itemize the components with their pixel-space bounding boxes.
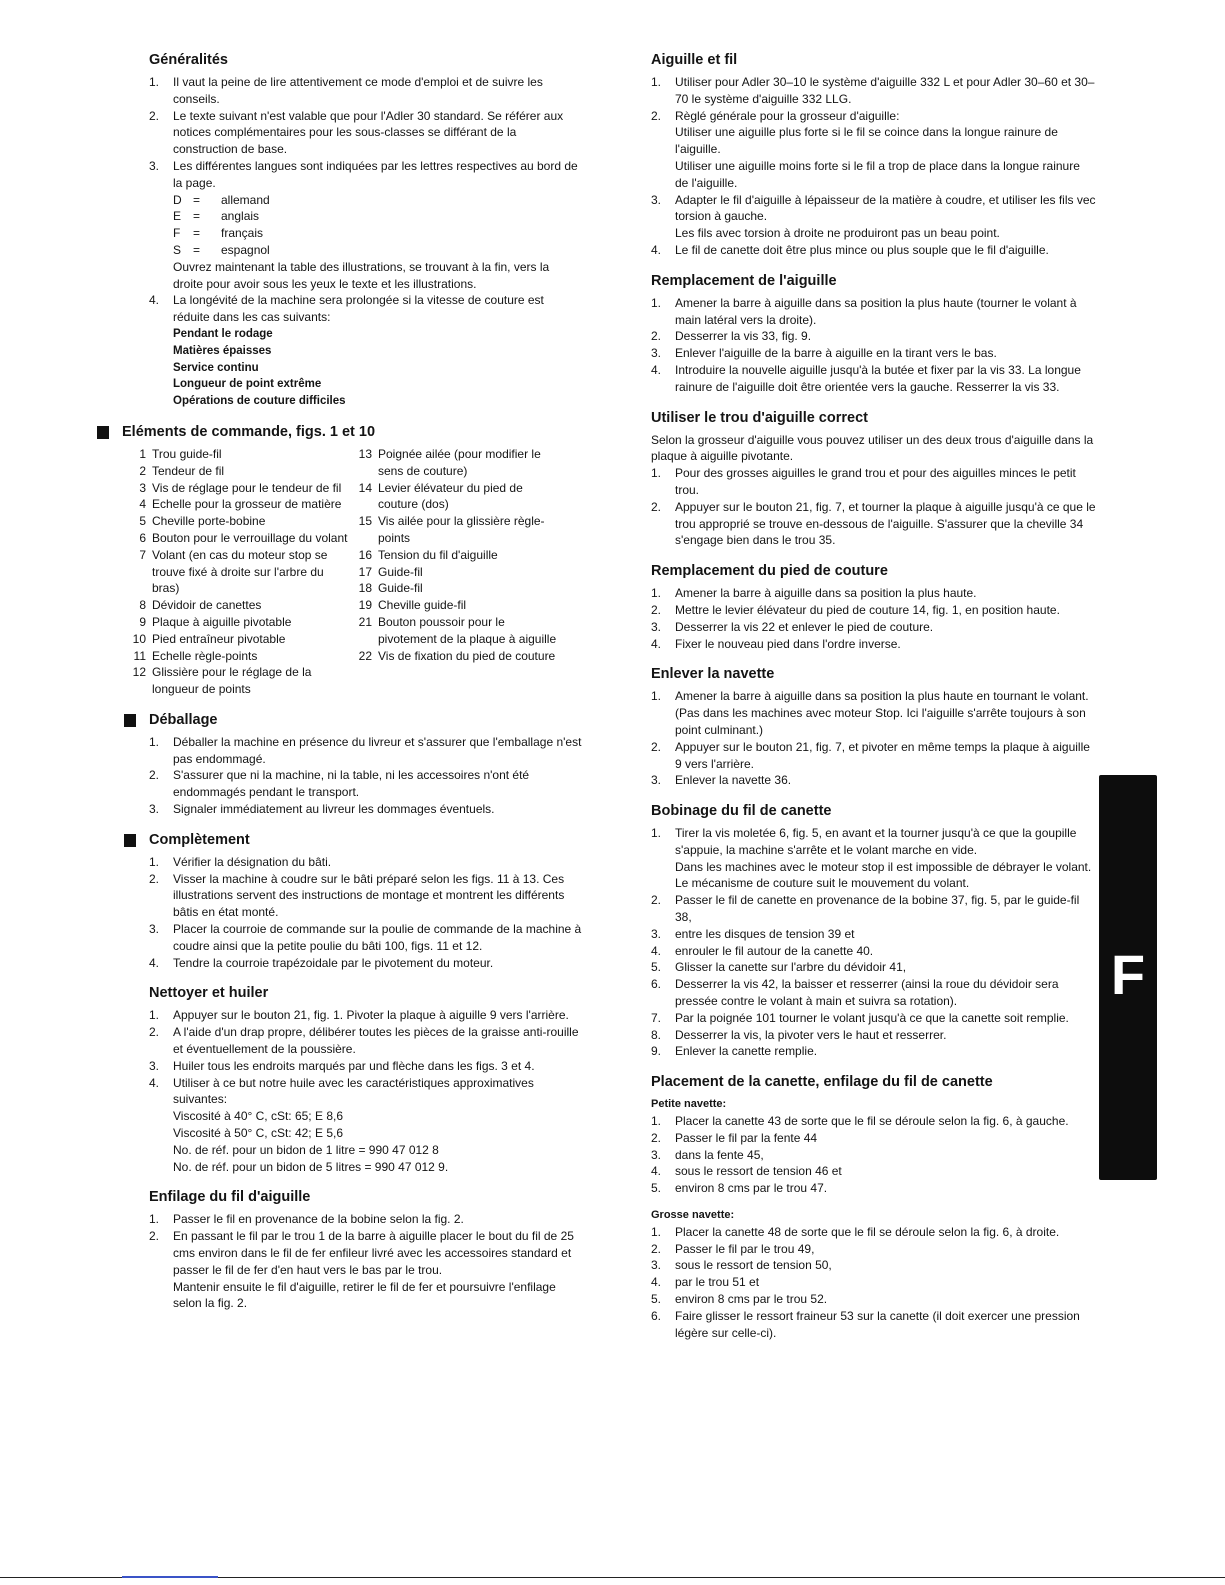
item-text: Déballer la machine en présence du livreur et s'assurer que l'emballage n'est pas endommagé.	[173, 734, 582, 766]
language-code	[149, 225, 582, 242]
item-number: 6.	[651, 977, 662, 992]
item-number: 10	[132, 631, 146, 646]
item-text: Amener la barre à aiguille dans sa position la plus haute en tournant le volant. (Pas dans les machines avec moteur Stop. Ici l'aiguille s'arrête toujours à son point culminant.)	[675, 689, 1089, 737]
item-number: 2.	[149, 1025, 160, 1040]
item-text: =	[193, 209, 201, 224]
item-number: 2.	[651, 1241, 662, 1256]
list-item	[149, 1228, 582, 1278]
section-bobinage	[651, 803, 1096, 1060]
item-number: 6.	[651, 1308, 662, 1323]
item-text: environ 8 cms par le trou 47.	[675, 1181, 828, 1196]
item-text: Vis de fixation du pied de couture	[378, 648, 556, 663]
item-number: 4.	[149, 293, 160, 308]
list-item	[149, 921, 582, 955]
item-text: Amener la barre à aiguille dans sa position la plus haute (tourner le volant à main latéral vers la droite).	[675, 295, 1077, 327]
list-item	[651, 345, 1096, 362]
part-item	[122, 614, 348, 631]
item-number: E	[173, 209, 182, 224]
case-item: Longueur de point extrême	[173, 378, 322, 391]
item-text: Tirer la vis moletée 6, fig. 5, en avant et la tourner jusqu'à ce que la goupille s'appuie, la machine s'arrête et le volant marche en vide.	[675, 826, 1077, 857]
item-number: 1.	[149, 734, 160, 749]
list-item	[651, 1130, 1096, 1147]
list-item	[149, 955, 582, 972]
section-placement	[651, 1074, 1096, 1341]
item-number: 1.	[651, 75, 662, 89]
item-number: 12	[132, 665, 146, 680]
item-number: 14	[358, 480, 372, 495]
item-number: 1.	[651, 295, 662, 310]
item-number: S	[173, 242, 182, 257]
item-text: Enlever l'aiguille de la barre à aiguille en la tirant vers le bas.	[675, 346, 997, 361]
item-number: 17	[358, 564, 372, 579]
list-item	[149, 1007, 582, 1024]
part-item	[348, 564, 558, 581]
list-item	[651, 976, 1096, 1010]
reference-number: No. de réf. pour un bidon de 1 litre = 990 47 012 8	[173, 1142, 439, 1157]
reference-number: No. de réf. pour un bidon de 5 litres = 990 47 012 9.	[173, 1159, 449, 1174]
paragraph: Utiliser une aiguille moins forte si le fil a trop de place dans la longue rainure de l'aiguille.	[675, 158, 1080, 190]
part-item	[122, 547, 348, 597]
list-item	[651, 1043, 1096, 1060]
item-text: Pour des grosses aiguilles le grand trou et pour des aiguilles minces le petit trou.	[675, 466, 1076, 497]
section-remplacement-pied	[651, 563, 1096, 652]
list-item	[651, 499, 1096, 549]
list-item	[651, 1224, 1096, 1241]
item-number: 4.	[651, 242, 662, 257]
section-title: Complètement	[149, 832, 582, 849]
item-number: 1.	[149, 854, 160, 869]
item-text: Placer la canette 43 de sorte que le fil se déroule selon la fig. 6, à gauche.	[675, 1114, 1069, 1129]
item-text: entre les disques de tension 39 et	[675, 926, 855, 941]
item-text: Adapter le fil d'aiguille à lépaisseur de la matière à coudre, et utiliser les fils vec torsion à gauche.	[675, 192, 1096, 224]
item-text: =	[193, 226, 201, 241]
language-code	[149, 242, 582, 259]
item-text: Tendre la courroie trapézoidale par le pivotement du moteur.	[173, 955, 494, 970]
section-enlever-navette	[651, 666, 1096, 789]
item-text: Règlé générale pour la grosseur d'aiguille:	[675, 108, 900, 123]
item-text: Par la poignée 101 tourner le volant jusqu'à ce que la canette soit remplie.	[675, 1010, 1069, 1025]
part-item	[122, 496, 348, 513]
item-text: Poignée ailée (pour modifier le sens de couture)	[378, 446, 541, 478]
list-item	[651, 1147, 1096, 1164]
part-item	[348, 614, 558, 648]
item-text: Echelle règle-points	[152, 648, 258, 663]
item-number: F	[173, 226, 181, 241]
viscosity-line: Viscosité à 40° C, cSt: 65; E 8,6	[173, 1109, 343, 1124]
item-text: Appuyer sur le bouton 21, fig. 7, et tourner la plaque à aiguille jusqu'à ce que le trou approprié se trouve en-dessous de l'aiguille. S'assurer que la cheville 34 s'engage bien dans le trou 35.	[675, 499, 1096, 548]
item-number: 5	[139, 514, 146, 529]
item-number: 3.	[651, 1147, 662, 1162]
item-number: 2.	[651, 893, 662, 908]
list-item	[149, 1058, 582, 1075]
list-item	[149, 1024, 582, 1058]
paragraph: Les fils avec torsion à droite ne produiront pas un beau point.	[675, 226, 1000, 241]
item-number: 8.	[651, 1027, 662, 1042]
item-number: 7.	[651, 1010, 662, 1025]
paragraph: Ouvrez maintenant la table des illustrations, se trouvant à la fin, vers la droite pour avoir sous les yeux le texte et les illustrations.	[173, 259, 550, 291]
item-text: Vérifier la désignation du bâti.	[173, 854, 332, 869]
item-text: Guide-fil	[378, 581, 423, 596]
list-item	[149, 1075, 582, 1109]
item-text: Placer la courroie de commande sur la poulie de commande de la machine à coudre ainsi que la petite poulie du bâti 100, figs. 11 et 12.	[173, 922, 582, 953]
item-text: Desserrer la vis 22 et enlever le pied de couture.	[675, 619, 934, 634]
list-item	[651, 892, 1096, 926]
item-number: 4.	[149, 955, 160, 970]
section-title: Aiguille et fil	[651, 52, 738, 68]
item-number: 3.	[651, 192, 662, 207]
item-text: =	[193, 242, 201, 257]
item-number: 18	[358, 581, 372, 596]
item-number: 4.	[651, 943, 662, 958]
item-number: 2.	[651, 602, 662, 617]
item-text: S'assurer que ni la machine, ni la table, ni les accessoires n'ont été endommagés pendant le transport.	[173, 768, 530, 800]
list-item	[651, 1257, 1096, 1274]
item-number: 1.	[651, 826, 662, 841]
item-number: 16	[358, 547, 372, 562]
item-text: Desserrer la vis, la pivoter vers le haut et resserrer.	[675, 1027, 947, 1042]
section-enfilage	[122, 1189, 582, 1312]
item-number: 5.	[651, 1181, 662, 1196]
list-item	[651, 295, 1096, 329]
item-text: Appuyer sur le bouton 21, fig. 1. Pivoter la plaque à aiguille 9 vers l'arrière.	[173, 1008, 569, 1023]
item-text: Passer le fil par le trou 49,	[675, 1241, 815, 1256]
list-item	[651, 1308, 1096, 1342]
list-item	[149, 734, 582, 768]
list-item	[651, 242, 1096, 259]
list-item	[651, 108, 1096, 125]
part-item	[348, 580, 558, 597]
section-title: Remplacement du pied de couture	[651, 563, 888, 580]
item-text: Appuyer sur le bouton 21, fig. 7, et pivoter en même temps la plaque à aiguille 9 vers l'arrière.	[675, 739, 1090, 771]
list-item	[651, 74, 1096, 108]
item-text: anglais	[221, 209, 260, 224]
section-title: Remplacement de l'aiguille	[651, 272, 837, 289]
item-text: Desserrer la vis 33, fig. 9.	[675, 329, 812, 344]
item-text: Glissière pour le réglage de la longueur de points	[152, 665, 312, 697]
part-item	[122, 446, 348, 463]
bottom-link-underline	[122, 1576, 218, 1578]
item-text: Mettre le levier élévateur du pied de couture 14, fig. 1, en position haute.	[675, 602, 1060, 617]
list-item	[651, 602, 1096, 619]
list-item	[149, 108, 582, 158]
section-nettoyer	[122, 985, 582, 1175]
paragraph: Mantenir ensuite le fil d'aiguille, retirer le fil de fer et poursuivre l'enfilage selon la fig. 2.	[173, 1279, 556, 1311]
item-text: Guide-fil	[378, 564, 423, 579]
item-text: espagnol	[221, 242, 270, 257]
item-text: La longévité de la machine sera prolongée si la vitesse de couture est réduite dans les cas suivants:	[173, 293, 544, 325]
item-number: 19	[358, 598, 372, 613]
section-title: Enlever la navette	[651, 666, 775, 683]
item-text: Le fil de canette doit être plus mince ou plus souple que le fil d'aiguille.	[675, 242, 1049, 257]
item-number: 11	[133, 648, 146, 663]
part-item	[122, 648, 348, 665]
parts-list	[122, 446, 582, 698]
item-number: 2.	[149, 1229, 160, 1244]
item-text: Fixer le nouveau pied dans l'ordre inverse.	[675, 636, 901, 651]
item-number: 1.	[149, 1212, 160, 1227]
item-text: Utiliser pour Adler 30–10 le système d'aiguille 332 L et pour Adler 30–60 et 30–70 le système d'aiguille 332 LLG.	[675, 75, 1095, 106]
item-number: 2.	[149, 871, 160, 886]
item-number: 1.	[651, 586, 662, 601]
item-number: 2.	[651, 329, 662, 344]
list-item	[651, 192, 1096, 226]
item-number: 4.	[651, 1164, 662, 1179]
item-number: 3.	[651, 1258, 662, 1273]
item-number: 3.	[149, 802, 160, 817]
list-item	[651, 943, 1096, 960]
list-item	[149, 158, 582, 192]
list-item	[651, 1180, 1096, 1197]
item-text: Faire glisser le ressort fraineur 53 sur la canette (il doit exercer une pression légère sur celle-ci).	[675, 1308, 1080, 1340]
subheading: Grosse navette:	[651, 1209, 735, 1222]
section-completement	[122, 832, 582, 972]
case-item: Service continu	[173, 361, 259, 374]
part-item	[348, 648, 558, 665]
case-item: Matières épaisses	[173, 344, 272, 357]
part-item	[122, 480, 348, 497]
part-item	[122, 664, 348, 698]
item-text: Bouton poussoir pour le pivotement de la plaque à aiguille	[378, 614, 557, 646]
item-number: 2.	[651, 1130, 662, 1145]
list-item	[651, 585, 1096, 602]
parts-column	[348, 446, 558, 698]
language-tab-letter: F	[1110, 943, 1146, 1006]
item-text: Volant (en cas du moteur stop se trouve fixé à droite sur l'arbre du bras)	[152, 547, 328, 596]
paragraph: Dans les machines avec le moteur stop il est impossible de débrayer le volant. Le mécanisme de couture suit le mouvement du volant.	[675, 859, 1092, 891]
item-number: 3.	[651, 926, 662, 941]
item-number: 4	[139, 497, 146, 512]
item-text: Trou guide-fil	[152, 446, 222, 461]
item-number: 1.	[149, 75, 160, 89]
item-text: français	[221, 226, 264, 241]
list-item	[651, 328, 1096, 345]
section-trou-aiguille	[651, 410, 1096, 550]
item-text: Vis de réglage pour le tendeur de fil	[152, 480, 342, 495]
list-item	[651, 619, 1096, 636]
left-column	[122, 52, 582, 1326]
item-number: 1.	[651, 1224, 662, 1239]
item-number: 3.	[651, 346, 662, 361]
list-item	[651, 636, 1096, 653]
item-number: 7	[139, 547, 146, 562]
item-text: Passer le fil par la fente 44	[675, 1130, 818, 1145]
item-number: 3.	[149, 922, 160, 937]
list-item	[651, 1113, 1096, 1130]
language-code	[149, 192, 582, 209]
list-item	[651, 1027, 1096, 1044]
item-text: Bouton pour le verrouillage du volant	[152, 530, 348, 545]
parts-column	[122, 446, 348, 698]
section-title: Généralités	[149, 52, 228, 68]
subheading: Petite navette:	[651, 1098, 727, 1111]
right-column	[651, 52, 1096, 1355]
section-aiguille-fil	[651, 52, 1096, 259]
list-item	[651, 926, 1096, 943]
item-number: 1.	[651, 1114, 662, 1129]
item-text: Les différentes langues sont indiquées par les lettres respectives au bord de la page.	[173, 158, 578, 190]
item-number: 1.	[651, 689, 662, 704]
list-item	[651, 1163, 1096, 1180]
item-text: Passer le fil de canette en provenance de la bobine 37, fig. 5, par le guide-fil 38,	[675, 893, 1080, 925]
section-elements	[122, 424, 582, 698]
list-item	[651, 688, 1096, 738]
item-text: Desserrer la vis 42, la baisser et resserrer (ainsi la roue du dévidoir sera pressée contre le volant à main et suivra sa rotation).	[675, 977, 1059, 1009]
item-text: A l'aide d'un drap propre, délibérer toutes les pièces de la graisse anti-rouille et éventuellement de la poussière.	[173, 1025, 579, 1057]
item-text: Signaler immédiatement au livreur les dommages éventuels.	[173, 802, 495, 817]
item-text: Huiler tous les endroits marqués par und flèche dans les figs. 3 et 4.	[173, 1058, 535, 1073]
list-item	[149, 871, 582, 921]
language-code	[149, 208, 582, 225]
part-item	[122, 530, 348, 547]
item-number: 9.	[651, 1044, 662, 1059]
item-text: sous le ressort de tension 46 et	[675, 1164, 842, 1179]
item-text: Enlever la navette 36.	[675, 773, 792, 788]
item-text: allemand	[221, 192, 270, 207]
list-item	[149, 767, 582, 801]
item-number: 4.	[149, 1075, 160, 1090]
list-item	[651, 825, 1096, 859]
item-text: Vis ailée pour la glissière règle-points	[378, 514, 545, 545]
item-text: Echelle pour la grosseur de matière	[152, 497, 342, 512]
item-text: Il vaut la peine de lire attentivement ce mode d'emploi et de suivre les conseils.	[173, 75, 543, 106]
item-text: Dévidoir de canettes	[152, 598, 262, 613]
item-text: Plaque à aiguille pivotable	[152, 614, 292, 629]
item-text: En passant le fil par le trou 1 de la barre à aiguille placer le bout du fil de 25 cms environ dans le fil de fer enfileur livré avec les accessoires standard et passer le fil de fer d'en haut vers le bas par le trou.	[173, 1229, 574, 1277]
part-item	[348, 446, 558, 480]
item-number: 9	[139, 614, 146, 629]
item-number: 5.	[651, 1292, 662, 1307]
part-item	[122, 463, 348, 480]
item-number: 1.	[651, 466, 662, 481]
item-text: =	[193, 192, 201, 207]
list-item	[651, 1241, 1096, 1258]
part-item	[348, 513, 558, 547]
item-text: Cheville guide-fil	[378, 598, 467, 613]
item-text: enrouler le fil autour de la canette 40.	[675, 943, 874, 958]
item-text: dans la fente 45,	[675, 1147, 764, 1162]
item-number: 3	[139, 480, 146, 495]
section-remplacement-aiguille	[651, 273, 1096, 396]
list-item	[651, 739, 1096, 773]
list-item	[149, 74, 582, 108]
list-item	[149, 292, 582, 326]
item-text: Cheville porte-bobine	[152, 514, 266, 529]
section-title: Utiliser le trou d'aiguille correct	[651, 409, 868, 426]
item-text: Pied entraîneur pivotable	[152, 631, 286, 646]
list-item	[651, 465, 1096, 499]
item-text: par le trou 51 et	[675, 1275, 760, 1290]
item-text: Tendeur de fil	[152, 463, 225, 478]
item-number: 3.	[651, 619, 662, 634]
list-item	[149, 854, 582, 871]
item-number: 2	[139, 463, 146, 478]
item-text: Introduire la nouvelle aiguille jusqu'à la butée et fixer par la vis 33. La longue rainure de l'aiguille doit être orientée vers la gauche. Resserrer la vis 33.	[675, 362, 1081, 394]
list-item	[651, 362, 1096, 396]
item-number: 1.	[149, 1008, 160, 1023]
item-number: D	[173, 192, 182, 207]
section-title: Enfilage du fil d'aiguille	[149, 1189, 311, 1206]
item-text: Levier élévateur du pied de couture (dos)	[378, 480, 523, 512]
list-item	[651, 1274, 1096, 1291]
item-number: 15	[358, 514, 372, 529]
item-number: 21	[358, 614, 372, 629]
item-number: 22	[358, 648, 372, 663]
item-number: 5.	[651, 960, 662, 975]
viscosity-line: Viscosité à 50° C, cSt: 42; E 5,6	[173, 1126, 343, 1141]
item-number: 4.	[651, 636, 662, 651]
item-text: sous le ressort de tension 50,	[675, 1258, 832, 1273]
item-text: Passer le fil en provenance de la bobine selon la fig. 2.	[173, 1212, 464, 1227]
section-title: Bobinage du fil de canette	[651, 803, 832, 820]
case-item: Opérations de couture difficiles	[173, 395, 346, 408]
item-number: 2.	[651, 739, 662, 754]
case-item: Pendant le rodage	[173, 327, 273, 340]
item-text: Enlever la canette remplie.	[675, 1044, 818, 1059]
section-title: Nettoyer et huiler	[149, 985, 269, 1002]
section-generalites	[122, 52, 582, 410]
part-item	[122, 513, 348, 530]
item-number: 3.	[149, 158, 160, 173]
section-title: Eléments de commande, figs. 1 et 10	[122, 424, 582, 441]
part-item	[122, 631, 348, 648]
item-text: Glisser la canette sur l'arbre du dévidoir 41,	[675, 960, 907, 975]
item-number: 4.	[651, 1275, 662, 1290]
item-number: 3.	[651, 773, 662, 788]
item-number: 8	[139, 598, 146, 613]
item-text: Amener la barre à aiguille dans sa position la plus haute.	[675, 586, 977, 601]
part-item	[348, 597, 558, 614]
part-item	[348, 547, 558, 564]
paragraph: Selon la grosseur d'aiguille vous pouvez utiliser un des deux trous d'aiguille dans la plaque à aiguille pivotante.	[651, 432, 1094, 464]
list-item	[651, 1291, 1096, 1308]
item-number: 6	[139, 530, 146, 545]
section-deballage	[122, 712, 582, 818]
item-number: 2.	[651, 108, 662, 123]
section-title: Placement de la canette, enfilage du fil de canette	[651, 1074, 993, 1091]
list-item	[651, 1010, 1096, 1027]
item-number: 2.	[651, 499, 662, 514]
part-item	[122, 597, 348, 614]
list-item	[651, 959, 1096, 976]
list-item	[651, 772, 1096, 789]
list-item	[149, 801, 582, 818]
paragraph: Utiliser une aiguille plus forte si le fil se coince dans la longue rainure de l'aiguille.	[675, 125, 1058, 157]
item-number: 1	[139, 446, 146, 461]
list-item	[149, 1211, 582, 1228]
section-title: Déballage	[149, 712, 582, 729]
item-text: Utiliser à ce but notre huile avec les caractéristiques approximatives suivantes:	[173, 1075, 534, 1107]
item-text: Visser la machine à coudre sur le bâti préparé selon les figs. 11 à 13. Ces illustrations servent des instructions de montage et montrent les différents bâtis en état monté.	[173, 871, 565, 920]
part-item	[348, 480, 558, 514]
item-number: 2.	[149, 108, 160, 123]
item-number: 4.	[651, 362, 662, 377]
item-text: Placer la canette 48 de sorte que le fil se déroule selon la fig. 6, à droite.	[675, 1224, 1060, 1239]
item-text: Tension du fil d'aiguille	[378, 547, 498, 562]
item-number: 2.	[149, 768, 160, 783]
item-text: environ 8 cms par le trou 52.	[675, 1292, 828, 1307]
item-text: Le texte suivant n'est valable que pour l'Adler 30 standard. Se référer aux notices complémentaires pour les sous-classes se différant de la construction de base.	[173, 108, 564, 157]
item-number: 13	[358, 446, 372, 461]
item-number: 3.	[149, 1058, 160, 1073]
